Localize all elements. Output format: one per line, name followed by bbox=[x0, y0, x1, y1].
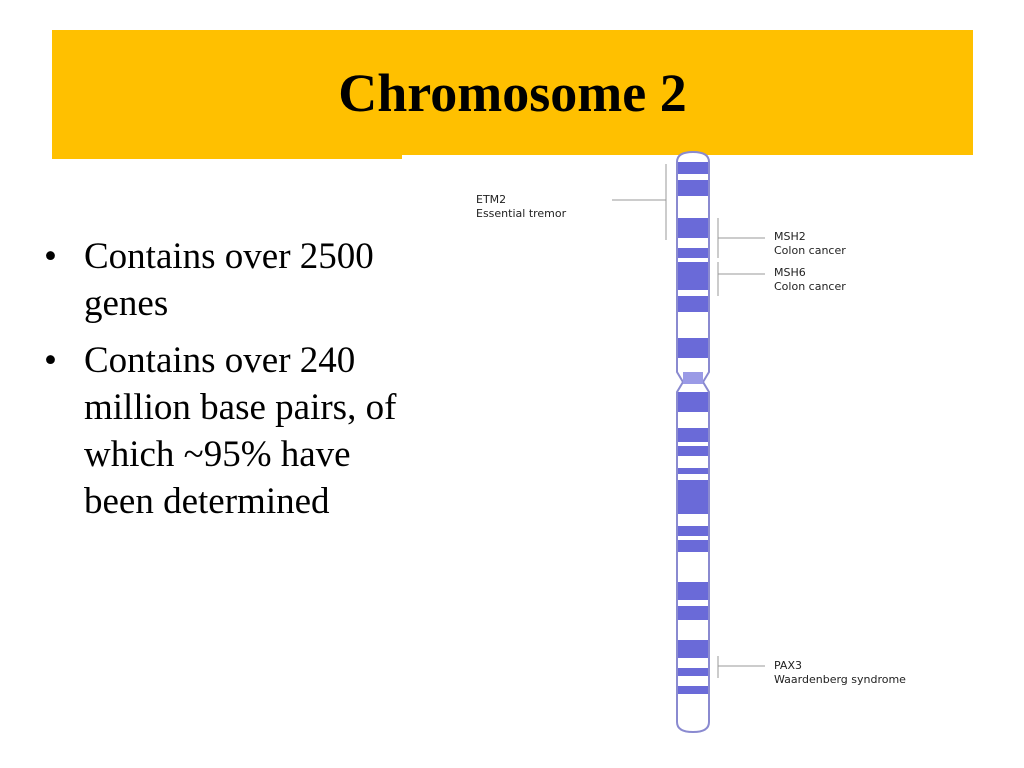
bullet-text: Contains over 240 million base pairs, of which ~95% have been determined bbox=[84, 340, 397, 522]
bullet-text: Contains over 2500 genes bbox=[84, 236, 374, 324]
chromosome-band bbox=[678, 468, 708, 474]
chromosome-band bbox=[678, 392, 708, 412]
msh6-symbol: MSH6 bbox=[774, 266, 806, 279]
pax3-disease: Waardenberg syndrome bbox=[774, 673, 906, 686]
chromosome-band bbox=[678, 686, 708, 694]
chromosome-band bbox=[678, 248, 708, 258]
chromosome-band bbox=[678, 180, 708, 196]
chromosome-band bbox=[678, 218, 708, 238]
chromosome-band bbox=[678, 446, 708, 456]
msh2-symbol: MSH2 bbox=[774, 230, 806, 243]
pax3-symbol: PAX3 bbox=[774, 659, 802, 672]
centromere bbox=[683, 372, 703, 384]
page-title: Chromosome 2 bbox=[338, 62, 687, 123]
chromosome-band bbox=[678, 668, 708, 676]
chromosome-band bbox=[678, 526, 708, 536]
chromosome-band bbox=[678, 296, 708, 312]
chromosome-ideogram bbox=[677, 152, 709, 732]
msh6-disease: Colon cancer bbox=[774, 280, 846, 293]
bullet-marker: • bbox=[44, 236, 57, 277]
chromosome-band bbox=[678, 428, 708, 442]
chromosome-band bbox=[678, 480, 708, 514]
msh2-disease: Colon cancer bbox=[774, 244, 846, 257]
chromosome-band bbox=[678, 640, 708, 658]
bullet-marker: • bbox=[44, 340, 57, 381]
chromosome-band bbox=[678, 606, 708, 620]
etm2-symbol: ETM2 bbox=[476, 193, 507, 206]
etm2-disease: Essential tremor bbox=[476, 207, 567, 220]
chromosome-band bbox=[678, 262, 708, 290]
chromosome-band bbox=[678, 582, 708, 600]
chromosome-band bbox=[678, 162, 708, 174]
chromosome-band bbox=[678, 338, 708, 358]
chromosome-band bbox=[678, 540, 708, 552]
